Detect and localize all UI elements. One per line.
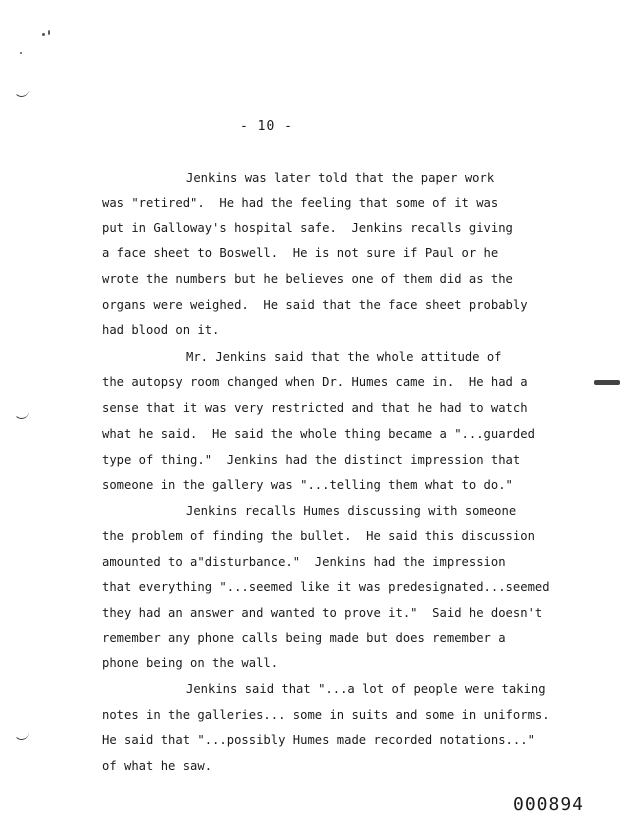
text-line: put in Galloway's hospital safe. Jenkins recalls giving — [102, 221, 513, 235]
text-line: the autopsy room changed when Dr. Humes came in. He had a — [102, 375, 528, 389]
text-line: type of thing." Jenkins had the distinct impression that — [102, 453, 521, 467]
text-line: the problem of finding the bullet. He said this discussion — [102, 529, 535, 543]
scan-artifact — [48, 30, 50, 35]
text-line: they had an answer and wanted to prove it." Said he doesn't — [102, 606, 543, 620]
text-line: someone in the gallery was "...telling them what to do." — [102, 478, 513, 492]
text-line: a face sheet to Boswell. He is not sure if Paul or he — [102, 246, 499, 260]
page-number: - 10 - — [240, 119, 293, 134]
text-line: what he said. He said the whole thing became a "...guarded — [102, 427, 535, 441]
text-line: He said that "...possibly Humes made recorded notations..." — [102, 733, 535, 747]
text-line: remember any phone calls being made but does remember a — [102, 631, 506, 645]
text-line: wrote the numbers but he believes one of them did as the — [102, 272, 513, 286]
scan-artifact — [594, 380, 620, 385]
scan-artifact — [14, 88, 29, 97]
document-id: 000894 — [513, 794, 585, 815]
scan-artifact — [20, 52, 22, 54]
scan-artifact — [14, 731, 29, 740]
text-line: notes in the galleries... some in suits and some in uniforms. — [102, 708, 550, 722]
text-line: of what he saw. — [102, 759, 213, 773]
scan-artifact — [42, 33, 45, 36]
text-line: had blood on it. — [102, 323, 220, 337]
text-line: phone being on the wall. — [102, 656, 279, 670]
text-line: Jenkins said that "...a lot of people were taking — [186, 682, 546, 696]
text-line: sense that it was very restricted and that he had to watch — [102, 401, 528, 415]
text-line: was "retired". He had the feeling that some of it was — [102, 196, 499, 210]
text-line: that everything "...seemed like it was predesignated...seemed — [102, 580, 550, 594]
text-line: Jenkins recalls Humes discussing with someone — [186, 504, 517, 518]
scan-artifact — [14, 410, 29, 419]
text-line: organs were weighed. He said that the face sheet probably — [102, 298, 528, 312]
text-line: amounted to a"disturbance." Jenkins had the impression — [102, 555, 506, 569]
text-line: Mr. Jenkins said that the whole attitude of — [186, 350, 502, 364]
text-line: Jenkins was later told that the paper work — [186, 171, 495, 185]
